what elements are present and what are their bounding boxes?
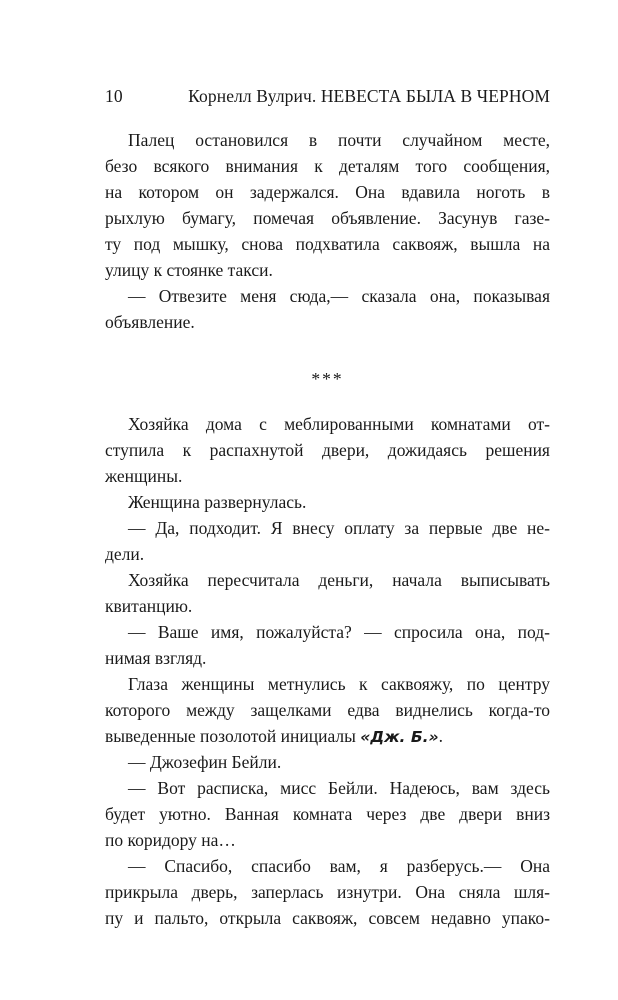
text-line: Женщина развернулась.	[128, 492, 307, 512]
text-line: — Ваше имя, пожалуйста? — спросила она, под-	[128, 622, 550, 642]
text-line: рыхлую бумагу, помечая объявление. Засунув газе-	[105, 208, 550, 228]
section-separator: ***	[311, 369, 344, 389]
text-line: — Вот расписка, мисс Бейли. Надеюсь, вам здесь	[128, 778, 550, 798]
running-head: Корнелл Вулрич. НЕВЕСТА БЫЛА В ЧЕРНОМ	[188, 86, 550, 106]
text-line: объявление.	[105, 312, 195, 332]
text-line: которого между защелками едва виднелись когда-то	[105, 700, 550, 720]
text-line: дели.	[105, 544, 145, 564]
text-line: Глаза женщины метнулись к саквояжу, по центру	[128, 674, 550, 694]
page-number: 10	[105, 86, 123, 106]
text-line: улицу к стоянке такси.	[105, 260, 273, 280]
text-segment: выведенные позолотой инициалы	[105, 726, 361, 746]
text-line: на котором он задержался. Она вдавила ноготь в	[105, 182, 550, 202]
page-header	[105, 86, 550, 112]
text-line: будет уютно. Ванная комната через две двери вниз	[105, 804, 550, 824]
text-line: — Да, подходит. Я внесу оплату за первые две не-	[128, 518, 550, 538]
text-line: по коридору на…	[105, 830, 236, 850]
text-line: квитанцию.	[105, 596, 193, 616]
text-segment: .	[438, 726, 443, 746]
text-line: ту под мышку, снова подхватила саквояж, вышла на	[105, 234, 550, 254]
text-line: безо всякого внимания к деталям того сообщения,	[105, 156, 550, 176]
text-line: прикрыла дверь, заперлась изнутри. Она сняла шля-	[105, 882, 550, 902]
text-line: Хозяйка пересчитала деньги, начала выписывать	[128, 570, 550, 590]
initials-text: «Дж. Б.»	[360, 728, 439, 746]
text-line: — Спасибо, спасибо вам, я разберусь.— Она	[128, 856, 550, 876]
text-line: Палец остановился в почти случайном месте,	[128, 130, 550, 150]
text-line: женщины.	[105, 466, 183, 486]
text-line: пу и пальто, открыла саквояж, совсем недавно упако-	[105, 908, 550, 928]
text-line: ступила к распахнутой двери, дожидаясь решения	[105, 440, 550, 460]
text-line	[105, 723, 550, 749]
text-line: — Джозефин Бейли.	[128, 752, 282, 772]
text-line: Хозяйка дома с меблированными комнатами от-	[128, 414, 550, 434]
text-line: — Отвезите меня сюда,— сказала она, показывая	[128, 286, 550, 306]
text-line: нимая взгляд.	[105, 648, 207, 668]
